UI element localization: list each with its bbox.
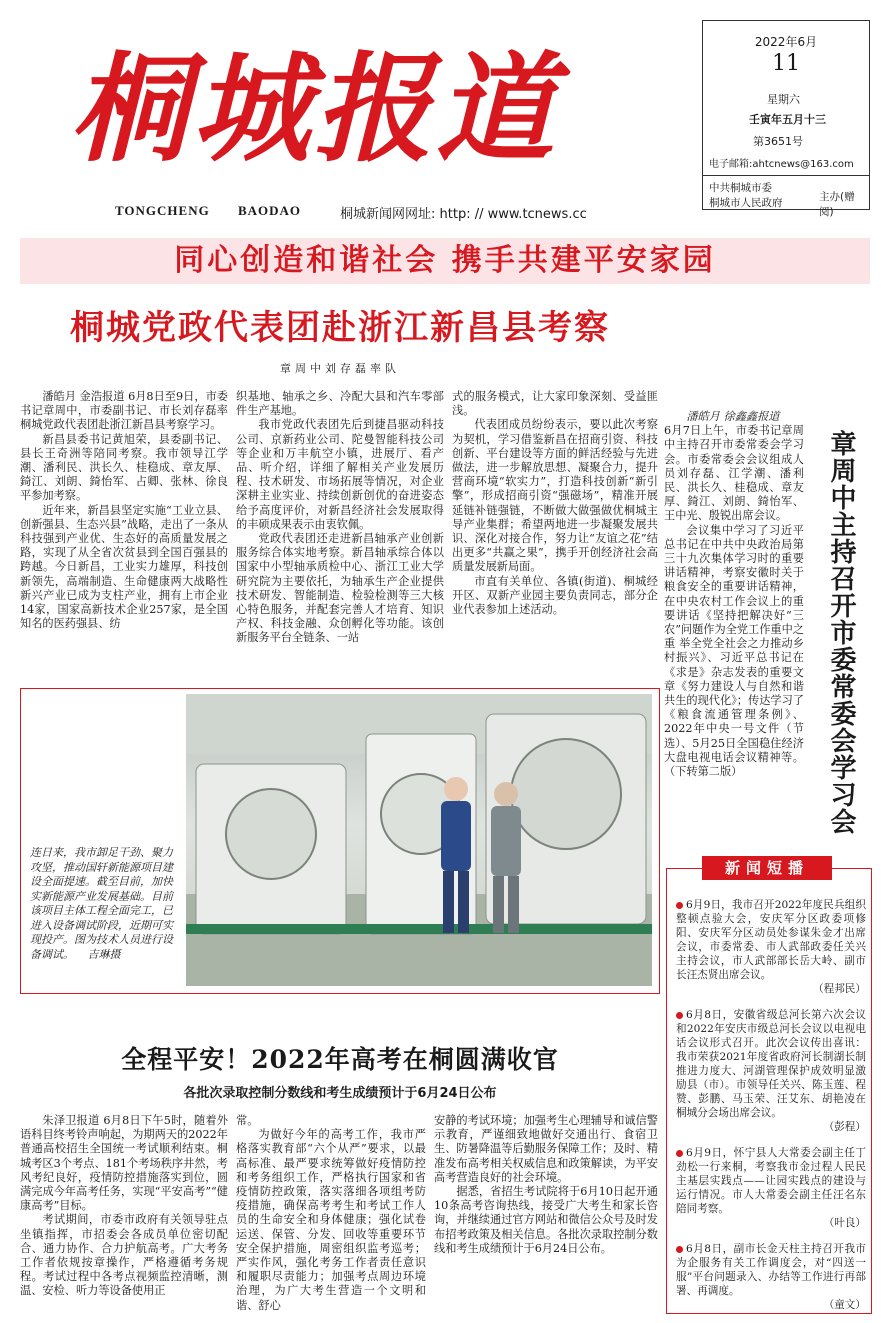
issue-date: 2022年6月	[754, 35, 818, 49]
pinyin-tongcheng: TONGCHENG	[115, 203, 210, 218]
article1-col3-p3: 市直有关单位、各镇(街道)、桐城经开区、双新产业园主要负责同志，部分企业代表参加上述活动。	[452, 574, 658, 617]
bullet-dot-icon	[676, 902, 683, 909]
article2-subhead: 各批次录取控制分数线和考生成绩预计于6月24日公布	[183, 1086, 497, 1101]
sidebar-p1: 6月7日上午，市委书记章周中主持召开市委常委会学习会。市委常委会会议组成人员刘存磊、江学潮、潘利民、洪长久、桂稳成、章友厚、錡江、刘朗、錡怡军、王中光、殷锐出席会议。	[664, 424, 804, 523]
news-brief-source: （童文）	[823, 1299, 866, 1311]
news-brief-text: 6月8日，副市长金天柱主持召开我市为企服务有关工作调度会，对“四送一服”平台问题录入、办结等工作进行再部署、再调度。	[676, 1243, 866, 1297]
news-brief-source: （彭程）	[823, 1121, 866, 1133]
news-brief-list	[676, 898, 866, 1310]
publisher-role: 主办(赠阅)	[819, 191, 855, 218]
news-brief-item	[676, 1008, 866, 1134]
article1-col1-p2: 新昌县委书记黄旭荣，县委副书记、县长王奇洲等陪同考察。我市领导江学潮、潘利民、洪长久、桂稳成、章友厚、錡江、刘朗、錡怡军、占卿、张林、徐良平参加考察。	[20, 432, 228, 503]
pinyin-baodao: BAODAO	[237, 203, 302, 218]
slogan-banner: 同心创造和谐社会 携手共建平安家园	[20, 238, 870, 284]
sidebar-vertical-headline: 章周中主持召开市委常委会学习会	[826, 430, 856, 835]
article1-byline: 章周中刘存磊率队	[280, 362, 400, 375]
article2-headline: 全程平安！2022年高考在桐圆满收官	[121, 1045, 559, 1074]
news-brief-source: （叶良）	[823, 1217, 866, 1229]
news-brief-source: （程邦民）	[813, 983, 866, 995]
article1-column-3	[452, 390, 658, 682]
article2-column-1	[20, 1114, 228, 1314]
publisher-party: 中共桐城市委	[709, 182, 772, 194]
photo-caption-text: 连日来，我市卸足干劲、聚力攻坚，推动国轩新能源项目建设全面提速。截至目前，加快实新能源产业发展基础。目前该项目主体工程全面完工，已进入设备调试阶段，近期可实现投产。图为技术人员进行设备调试。	[30, 846, 173, 961]
publisher-names	[709, 181, 783, 211]
bullet-dot-icon	[676, 1012, 683, 1019]
article2-col3-p1: 安静的考试环境；加强考生心理辅导和诚信警示教育，严谨细致地做好交通出行、食宿卫生、防暑降温等后勤服务保障工作；及时、精准发布高考相关权威信息和政策解读，为平安高考营造良好的社会环境。	[434, 1114, 658, 1184]
article2-col3-p2: 据悉，省招生考试院将于6月10日起开通10条高考咨询热线，接受广大考生和家长咨询，并继续通过官方网站和微信公众号及时发布招考政策及相关信息。各批次录取控制分数线和考生成绩预计于6月24日公布。	[434, 1185, 658, 1255]
article1-column-1	[20, 390, 228, 682]
article2-column-2	[236, 1114, 426, 1314]
news-brief-title: 新闻短播	[702, 856, 832, 880]
masthead-pinyin	[115, 203, 325, 219]
article2-col1-p2: 考试期间，市委市政府有关领导驻点坐镇指挥，市招委会各成员单位密切配合、通力协作、合力护航高考。广大考务工作者依规按章操作，严格遵循考务规程。考试过程中各考点视频监控清晰，测温、安检、听力等设备使用正	[20, 1213, 228, 1298]
photo-credit: 吉琳摄	[87, 947, 121, 961]
factory-illustration	[186, 694, 652, 986]
issue-lunar-date: 壬寅年五月十三	[749, 113, 826, 126]
news-brief-item	[676, 898, 866, 996]
article1-col2-p1: 织基地、轴承之乡、冷配大县和汽车零部件生产基地。	[236, 390, 444, 418]
sidebar-p2: 会议集中学习了习近平总书记在中共中央政治局第三十九次集体学习时的重要讲话精神，考察安徽时关于粮食安全的重要讲话精神，在中央农村工作会议上的重要讲话《坚持把解决好“三农”问题作为全党工作重中之重 举全党全社会之力推动乡村振兴》、习近平总书记在《求是》杂志发表的重要文章《努力建设人与自然和谐共生的现代化》；传达学习了《粮食流通管理条例》、2022年中央一号文件（节选）、5月25日全国稳住经济大盘电视电话会议精神等。（下转第二版）	[664, 523, 804, 779]
bullet-dot-icon	[676, 1150, 683, 1157]
news-brief-text: 6月9日，我市召开2022年度民兵组织整顿点验大会，安庆军分区政委项修阳、安庆军分区动员处参谋朱金才出席会议，市委常委、市人武部政委任关兴主持会议，市人武部部长岳大岭、副市长汪杰贤出席会议。	[676, 899, 866, 981]
issue-number: 第3651号	[753, 135, 803, 148]
website-url: 桐城新闻网网址: http: // www.tcnews.cc	[340, 207, 587, 222]
bullet-dot-icon	[676, 1246, 683, 1253]
publisher-government: 桐城市人民政府	[709, 197, 783, 209]
sidebar-byline: 潘皓月 徐鑫鑫报道	[686, 410, 780, 423]
issue-email: 电子邮箱:ahtcnews@163.com	[709, 159, 854, 170]
article2-col2-p2: 为做好今年的高考工作，我市严格落实教育部“六个从严”要求，以最高标准、最严要求统筹做好疫情防控和考务组织工作，严格执行国家和省疫情防控政策，落实落细各项组考防疫措施，确保高考考生和考试工作人员的生命安全和身体健康；强化试卷运送、保管、分发、回收等重要环节安全保护措施，周密组织监考巡考；严实作风，强化考务工作者责任意识和履职尽责能力；加强考点周边环境治理，为广大考生营造一个文明和谐、舒心	[236, 1128, 426, 1312]
info-divider	[703, 175, 869, 176]
article1-col3-p1: 式的服务模式，让大家印象深刻、受益匪浅。	[452, 390, 658, 418]
news-brief-item	[676, 1242, 866, 1312]
masthead-title: 桐城报道	[70, 39, 559, 178]
issue-info-box	[702, 20, 870, 218]
article2-col1-p1: 朱泽卫报道 6月8日下午5时，随着外语科目终考铃声响起，为期两天的2022年普通高校招生全国统一考试顺利结束。桐城考区3个考点、181个考场秩序井然，考风考纪良好，疫情防控措施落实到位，圆满完成今年高考任务，实现“平安高考”“健康高考”目标。	[20, 1114, 228, 1213]
factory-photo	[186, 694, 652, 986]
issue-day: 11	[772, 51, 800, 76]
article2-column-3	[434, 1114, 658, 1314]
article1-col2-p2: 我市党政代表团先后到捷昌驱动科技公司、京新药业公司、陀曼智能科技公司等企业和万丰航空小镇，进展厅、看产品、听介绍，详细了解相关产业发展历程、技术研发、市场拓展等情况，对企业深耕主业实业、持续创新创优的奋进姿态给予高度评价，对新昌经济社会发展取得的丰硕成果表示由衷钦佩。	[236, 418, 444, 531]
article1-column-2	[236, 390, 444, 682]
news-brief-item	[676, 1146, 866, 1230]
article1-col1-p1: 潘皓月 金浩报道 6月8日至9日，市委书记章周中，市委副书记、市长刘存磊率桐城党政代表团赴浙江新昌县考察学习。	[20, 390, 228, 432]
article1-col1-p3: 近年来，新昌县坚定实施“工业立县、创新强县、生态兴县”战略，走出了一条从科技强到产业优、生态好的高质量发展之路，实现了从全省次贫县到全国百强县的跨越。今日新昌，工业实力雄厚，科技创新领先，高端制造、生命健康两大战略性新兴产业已成为支柱产业，拥有上市企业14家，国家高新技术企业257家，是全国知名的医药强县、纺	[20, 503, 228, 631]
article2-col2-p1: 常。	[236, 1114, 259, 1127]
article1-col3-p2: 代表团成员纷纷表示，要以此次考察为契机，学习借鉴新昌在招商引资、科技创新、平台建设等方面的鲜活经验与先进做法，进一步解放思想、凝聚合力，提升营商环境“软实力”，打造科技创新“新引擎”，形成招商引资“强磁场”，精准开展延链补链强链，不断做大做强做优桐城主导产业集群；希望两地进一步凝聚发展共识、深化对接合作，努力让“友谊之花”结出更多“共赢之果”，携手开创经济社会高质量发展新局面。	[452, 418, 658, 574]
news-brief-text: 6月9日，怀宁县人大常委会副主任丁劲松一行来桐，考察我市金过程人民民主基层实践点——让园实践点的建设与运行情况。市人大常委会副主任汪名东陪同考察。	[676, 1147, 866, 1215]
article1-col2-p3: 党政代表团还走进新昌轴承产业创新服务综合体实地考察。新昌轴承综合体以国家中小型轴承质检中心、浙江工业大学研究院为主要依托，为轴承生产企业提供技术研发、智能制造、检验检测等三大核心特色服务，并配套完善人才培育、知识产权、科技金融、众创孵化等功能。该创新服务平台全链条、一站	[236, 532, 444, 645]
photo-caption	[30, 846, 180, 962]
article1-headline: 桐城党政代表团赴浙江新昌县考察	[70, 308, 610, 348]
issue-weekday: 星期六	[767, 93, 800, 106]
sidebar-article-body	[664, 410, 804, 830]
news-brief-text: 6月8日，安徽省级总河长第六次会议和2022年安庆市级总河长会议以电视电话会议形式召开。此次会议传出喜讯：我市荣获2021年度省政府河长制湖长制推进力度大、河湖管理保护成效明显激励县（市）。市领导任关兴、陈玉莲、程赞、彭鹏、马玉荣、汪艾东、胡艳凌在桐城分会场出席会议。	[676, 1009, 866, 1119]
